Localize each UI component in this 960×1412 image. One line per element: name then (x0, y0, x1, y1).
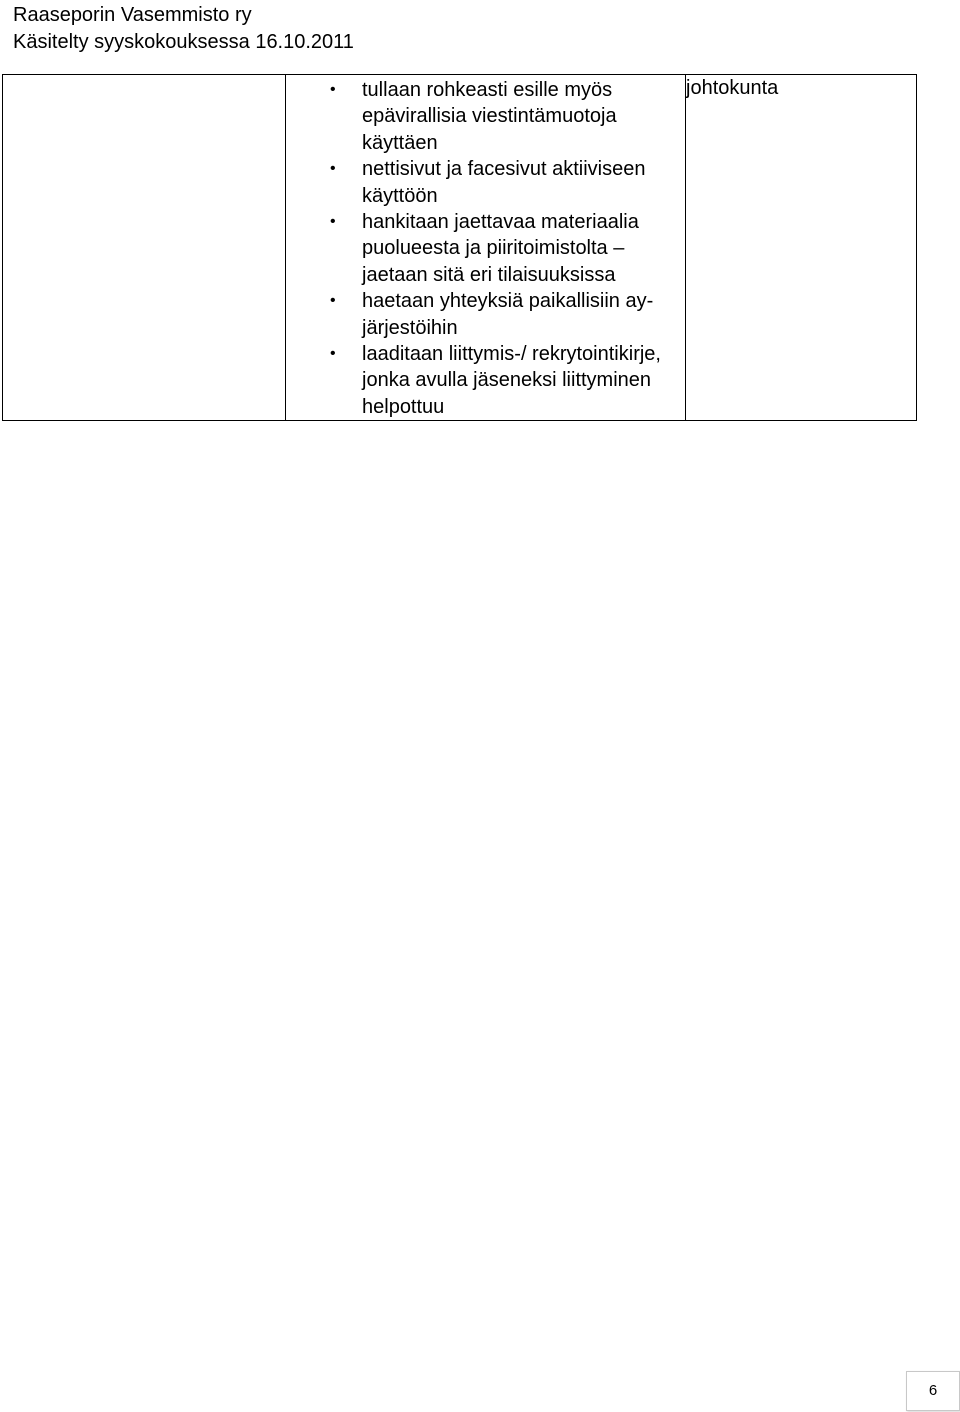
goal-cell (3, 75, 286, 421)
bullet-icon: • (330, 81, 336, 98)
bullet-icon: • (330, 213, 336, 231)
bullet-icon: • (330, 345, 336, 363)
table-row (3, 75, 917, 421)
bullet-icon: • (330, 292, 336, 310)
list-item (286, 209, 685, 288)
page-number: 6 (906, 1371, 960, 1411)
meeting-note: Käsitelty syyskokouksessa 16.10.2011 (13, 31, 354, 53)
action-text: nettisivut ja facesivut aktiiviseen käyttöön (362, 158, 646, 207)
bullet-icon: • (330, 160, 336, 178)
action-text: laaditaan liittymis-/ rekrytointikirje, jonka avulla jäseneksi liittyminen helpottuu (362, 343, 661, 418)
organization-name: Raaseporin Vasemmisto ry (13, 4, 252, 26)
responsible-cell: johtokunta (686, 75, 917, 421)
document-header (13, 2, 354, 56)
action-text: tullaan rohkeasti esille myös epävirallisia viestintämuotoja käyttäen (362, 79, 617, 154)
action-plan-table (2, 74, 917, 421)
list-item (286, 156, 685, 209)
list-item (286, 341, 685, 420)
actions-list (286, 77, 685, 420)
actions-cell (286, 75, 686, 421)
action-text: haetaan yhteyksiä paikallisiin ay-järjestöihin (362, 290, 654, 339)
list-item (286, 77, 685, 156)
action-text: hankitaan jaettavaa materiaalia puolueesta ja piiritoimistolta – jaetaan sitä eri tilaisuuksissa (362, 211, 639, 286)
list-item (286, 288, 685, 341)
